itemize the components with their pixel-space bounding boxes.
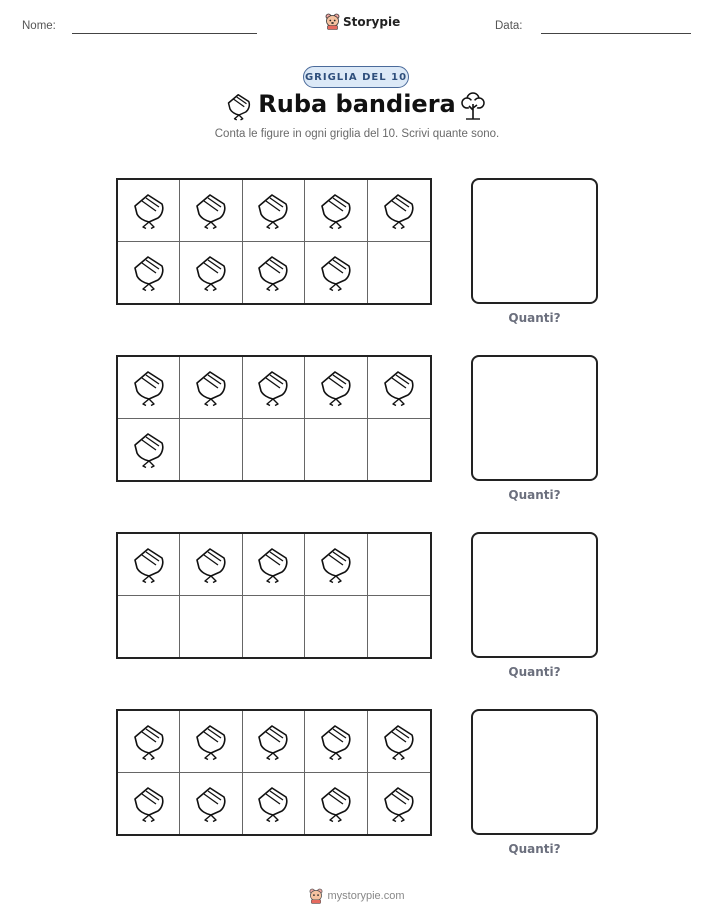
answer-box[interactable] (471, 532, 598, 658)
ten-frame-grid (116, 709, 432, 836)
grid-cell (243, 711, 305, 773)
bandana-icon (253, 544, 293, 584)
grid-cell (305, 242, 367, 304)
date-field[interactable] (541, 33, 691, 34)
tree-icon (459, 90, 487, 122)
name-label: Nome: (22, 20, 56, 32)
worksheet-type-badge: GRIGLIA DEL 10 (303, 66, 409, 88)
ten-frame-grid (116, 178, 432, 305)
grid-cell (243, 242, 305, 304)
bandana-icon (316, 190, 356, 230)
grid-cell (180, 419, 242, 481)
bandana-icon (191, 367, 231, 407)
bandana-icon (379, 367, 419, 407)
grid-cell (243, 180, 305, 242)
grid-cell (305, 180, 367, 242)
brand-name: Storypie (343, 14, 401, 29)
ten-frame-grid (116, 355, 432, 482)
grid-cell (368, 242, 430, 304)
grid-cell (368, 711, 430, 773)
date-label: Data: (495, 20, 523, 32)
grid-cell (118, 180, 180, 242)
grid-cell (118, 419, 180, 481)
grid-cell (243, 419, 305, 481)
grid-cell (368, 180, 430, 242)
bandana-icon (379, 783, 419, 823)
bandana-icon (379, 721, 419, 761)
grid-cell (118, 357, 180, 419)
answer-label: Quanti? (508, 665, 561, 679)
grid-cell (305, 596, 367, 658)
grid-cell (118, 534, 180, 596)
grid-cell (243, 596, 305, 658)
grid-cell (180, 534, 242, 596)
answer-label: Quanti? (508, 311, 561, 325)
bandana-icon (316, 367, 356, 407)
grid-cell (305, 773, 367, 835)
grid-cell (305, 357, 367, 419)
bandana-icon (253, 252, 293, 292)
bandana-icon (129, 783, 169, 823)
grid-cell (180, 773, 242, 835)
grid-cell (305, 534, 367, 596)
grid-cell (180, 180, 242, 242)
bandana-icon (191, 783, 231, 823)
bandana-icon (253, 367, 293, 407)
grid-cell (243, 357, 305, 419)
bandana-icon (253, 783, 293, 823)
answer-label: Quanti? (508, 842, 561, 856)
ten-frame-grid (116, 532, 432, 659)
grid-cell (368, 773, 430, 835)
grid-cell (368, 357, 430, 419)
bandana-icon (129, 367, 169, 407)
answer-box[interactable] (471, 709, 598, 835)
answer-box[interactable] (471, 178, 598, 304)
grid-cell (305, 711, 367, 773)
bandana-icon (316, 721, 356, 761)
grid-cell (368, 534, 430, 596)
brand-logo (325, 13, 400, 30)
bandana-icon (129, 252, 169, 292)
bandana-icon (129, 190, 169, 230)
footer (0, 888, 714, 904)
bandana-icon (316, 783, 356, 823)
bandana-icon (129, 429, 169, 469)
grid-cell (118, 596, 180, 658)
footer-url: mystorypie.com (327, 890, 405, 902)
instructions: Conta le figure in ogni griglia del 10. Scrivi quante sono. (214, 128, 500, 140)
grid-cell (368, 419, 430, 481)
grid-cell (118, 773, 180, 835)
grid-cell (243, 534, 305, 596)
bear-mascot-icon (309, 888, 323, 904)
grid-cell (118, 711, 180, 773)
bandana-icon (129, 721, 169, 761)
bandana-icon (316, 544, 356, 584)
grid-cell (180, 711, 242, 773)
bandana-icon (191, 721, 231, 761)
bandana-icon (379, 190, 419, 230)
bandana-icon (316, 252, 356, 292)
bandana-icon (191, 252, 231, 292)
answer-box[interactable] (471, 355, 598, 481)
bandana-icon (191, 544, 231, 584)
answer-label: Quanti? (508, 488, 561, 502)
grid-cell (305, 419, 367, 481)
bandana-icon (191, 190, 231, 230)
grid-cell (368, 596, 430, 658)
name-field[interactable] (72, 33, 257, 34)
bandana-icon (253, 721, 293, 761)
grid-cell (243, 773, 305, 835)
grid-cell (118, 242, 180, 304)
grid-cell (180, 242, 242, 304)
grid-cell (180, 596, 242, 658)
bandana-icon (129, 544, 169, 584)
page-title: Ruba bandiera (258, 90, 456, 118)
bandana-icon (253, 190, 293, 230)
grid-cell (180, 357, 242, 419)
bear-mascot-icon (325, 13, 340, 30)
